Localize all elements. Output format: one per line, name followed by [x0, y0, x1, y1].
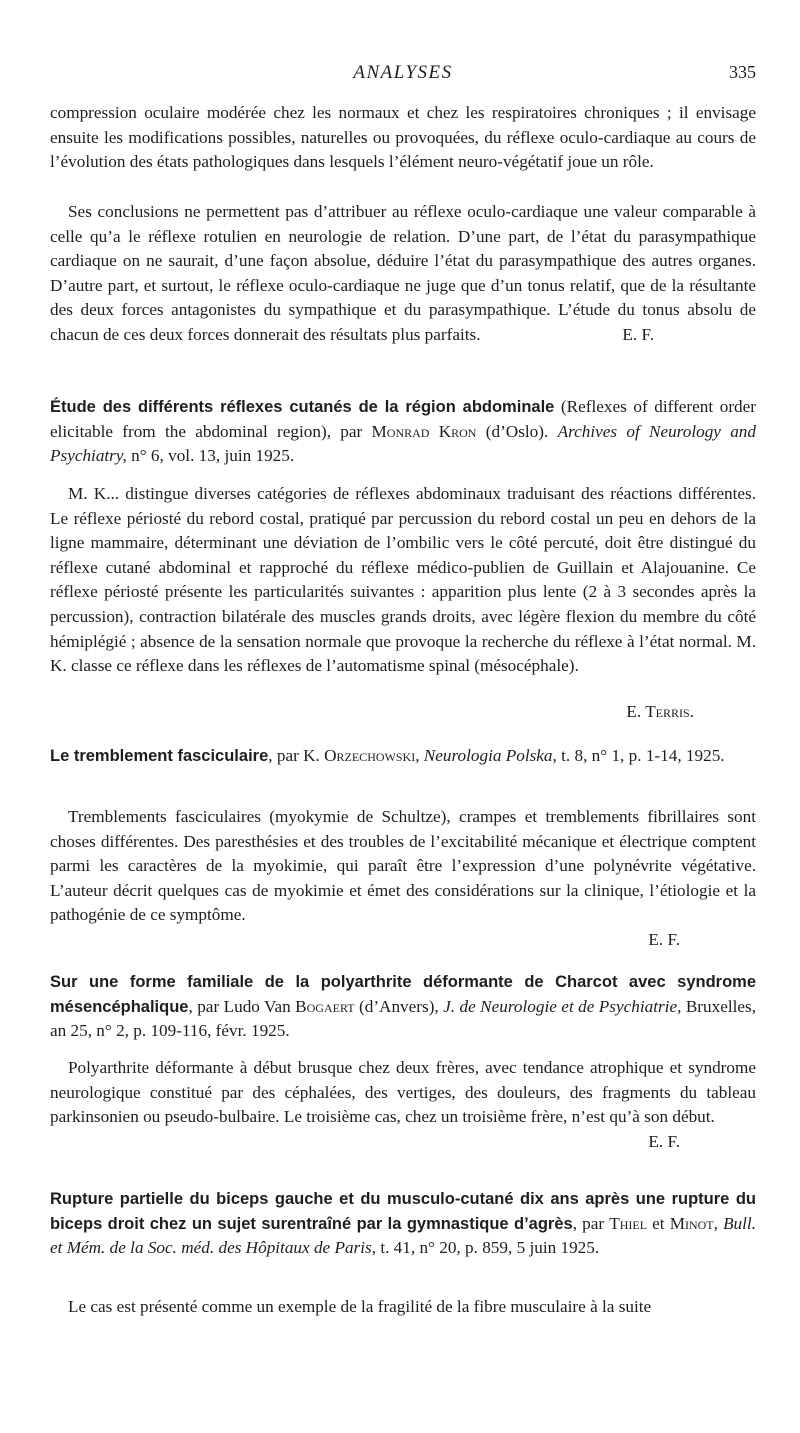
- article-1-signature-text: E. Terris.: [626, 702, 694, 721]
- article-2-signature: [50, 928, 756, 953]
- article-2-body: Tremblements fasciculaires (myokymie de Schultze), crampes et tremblements fibrillaires sont choses différentes. Des paresthésies et des troubles de l’excitabilité mécanique et électrique comptent parmi les caractères de la myokimie, qui paraît être l’expression d’une polynévrite végétative. L’auteur décrit quelques cas de myokimie et émet des considérations sur la clinique, l’étiologie et la pathogénie de ce symptôme.: [50, 807, 756, 925]
- article-2-journal: Neurologia Polska,: [423, 746, 557, 765]
- article-3-title: Sur une forme familiale de la polyarthrite déformante de Charcot avec syndrome mésencéphalique: [50, 973, 756, 1016]
- article-4-ref-pre: , par: [572, 1213, 610, 1233]
- article-1-ref-post: n° 6, vol. 13, juin 1925.: [126, 446, 295, 466]
- page-number: 335: [729, 62, 756, 82]
- article-2-title: Le tremblement fasciculaire: [50, 747, 269, 765]
- continuation-signature: E. F.: [622, 324, 654, 344]
- article-4-heading: [50, 1187, 756, 1261]
- article-4-author-2: Minot: [669, 1213, 714, 1233]
- article-1-author: Monrad Kron: [371, 421, 477, 441]
- article-2-ref-mid: ,: [415, 746, 424, 765]
- article-1-ref-pre: (Reflexes of different order elicitable from the abdominal region), par: [50, 397, 756, 441]
- article-1-title: Étude des différents réflexes cutanés de la région abdominale: [50, 398, 555, 416]
- article-1-journal: Archives of Neurology and Psychiatry,: [50, 421, 756, 466]
- article-4-ref-post: t. 41, n° 20, p. 859, 5 juin 1925.: [376, 1238, 600, 1258]
- article-3-body-text: Polyarthrite déformante à début brusque chez deux frères, avec tendance atrophique et syndrome neurologique constitué par des céphalées, des vertiges, des douleurs, des fragments du tableau parkinsonien ou pseudo-bulbaire. Le troisième cas, chez un troisième frère, n’est qu’à son début.: [50, 1058, 756, 1127]
- article-4-title: Rupture partielle du biceps gauche et du musculo-cutané dix ans après une rupture du biceps droit chez un sujet surentraîné par la gymnastique d’agrès: [50, 1190, 756, 1233]
- article-2-signature-text: E. F.: [648, 930, 680, 949]
- article-4-body: Le cas est présenté comme un exemple de la fragilité de la fibre musculaire à la suite: [68, 1297, 652, 1316]
- article-3-heading: [50, 970, 756, 1044]
- article-3-author: Bogaert: [295, 996, 355, 1016]
- article-2-heading: [50, 744, 756, 769]
- article-3-journal: J. de Neurologie et de Psychiatrie,: [443, 996, 682, 1016]
- article-1-signature: [50, 700, 756, 725]
- article-4-journal: Bull. et Mém. de la Soc. méd. des Hôpitaux de Paris,: [50, 1213, 757, 1258]
- running-head-title: ANALYSES: [353, 62, 453, 83]
- article-2-ref-pre: , par K.: [268, 746, 325, 765]
- article-2-ref-post: t. 8, n° 1, p. 1-14, 1925.: [556, 746, 725, 765]
- article-3-ref-pre: , par Ludo Van: [188, 996, 296, 1016]
- article-3-signature: E. F.: [648, 1131, 680, 1151]
- article-3-ref-mid: (d’Anvers),: [354, 996, 444, 1016]
- article-4-ref-and: et: [647, 1213, 670, 1233]
- continuation-paragraph-2: [50, 200, 756, 348]
- running-head: [50, 62, 756, 92]
- article-1-body: M. K... distingue diverses catégories de réflexes abdominaux traduisant des réactions différentes. Le réflexe périosté du rebord costal, pratiqué par percussion du rebord costal un peu en dehors de la ligne mammaire, déterminant une déviation de l’ombilic vers le côté percuté, doit être distingué du réflexe cutané abdominal et rapproché du réflexe médico-publien de Guillain et Alajouanine. Ce réflexe périosté présente les particularités suivantes : apparition plus lente (2 à 3 secondes après la percussion), contraction bilatérale des muscles grands droits, avec légère flexion du membre du côté hémiplégié ; absence de la sensation normale que provoque la recherche du réflexe à l’état normal. M. K. classe ce réflexe dans les réflexes de l’automatisme spinal (mésocéphale).: [50, 484, 756, 676]
- article-4-ref-mid: ,: [713, 1213, 724, 1233]
- continuation-paragraph-1: compression oculaire modérée chez les normaux et chez les respiratoires chroniques ; il envisage ensuite les modifications possibles, naturelles ou provoquées, du réflexe oculo-cardiaque au cours de l’évolution des états pathologiques dans lesquels l’élément neuro-végétatif joue un rôle.: [50, 103, 756, 172]
- article-2-author: Orzechowski: [324, 746, 416, 765]
- article-1-ref-mid: (d’Oslo).: [476, 421, 558, 441]
- article-4-author: Thiel: [609, 1213, 648, 1233]
- continuation-paragraph-2-text: Ses conclusions ne permettent pas d’attribuer au réflexe oculo-cardiaque une valeur comparable à celle qu’a le réflexe rotulien en neurologie de relation. D’une part, de l’état du parasympathique cardiaque on ne saurait, d’une façon absolue, déduire l’état du parasympathique des autres organes. D’autre part, et surtout, le réflexe oculo-cardiaque ne juge que d’un tonus relatif, que de la résultante des deux forces antagonistes du sympathique et du parasympathique. L’étude du tonus absolu de chacun de ces deux forces donnerait des résultats plus parfaits.: [50, 202, 756, 344]
- article-1-heading: [50, 395, 756, 469]
- article-3-body: [50, 1056, 756, 1154]
- article-3-ref-post: Bruxelles, an 25, n° 2, p. 109-116, févr. 1925.: [50, 996, 756, 1041]
